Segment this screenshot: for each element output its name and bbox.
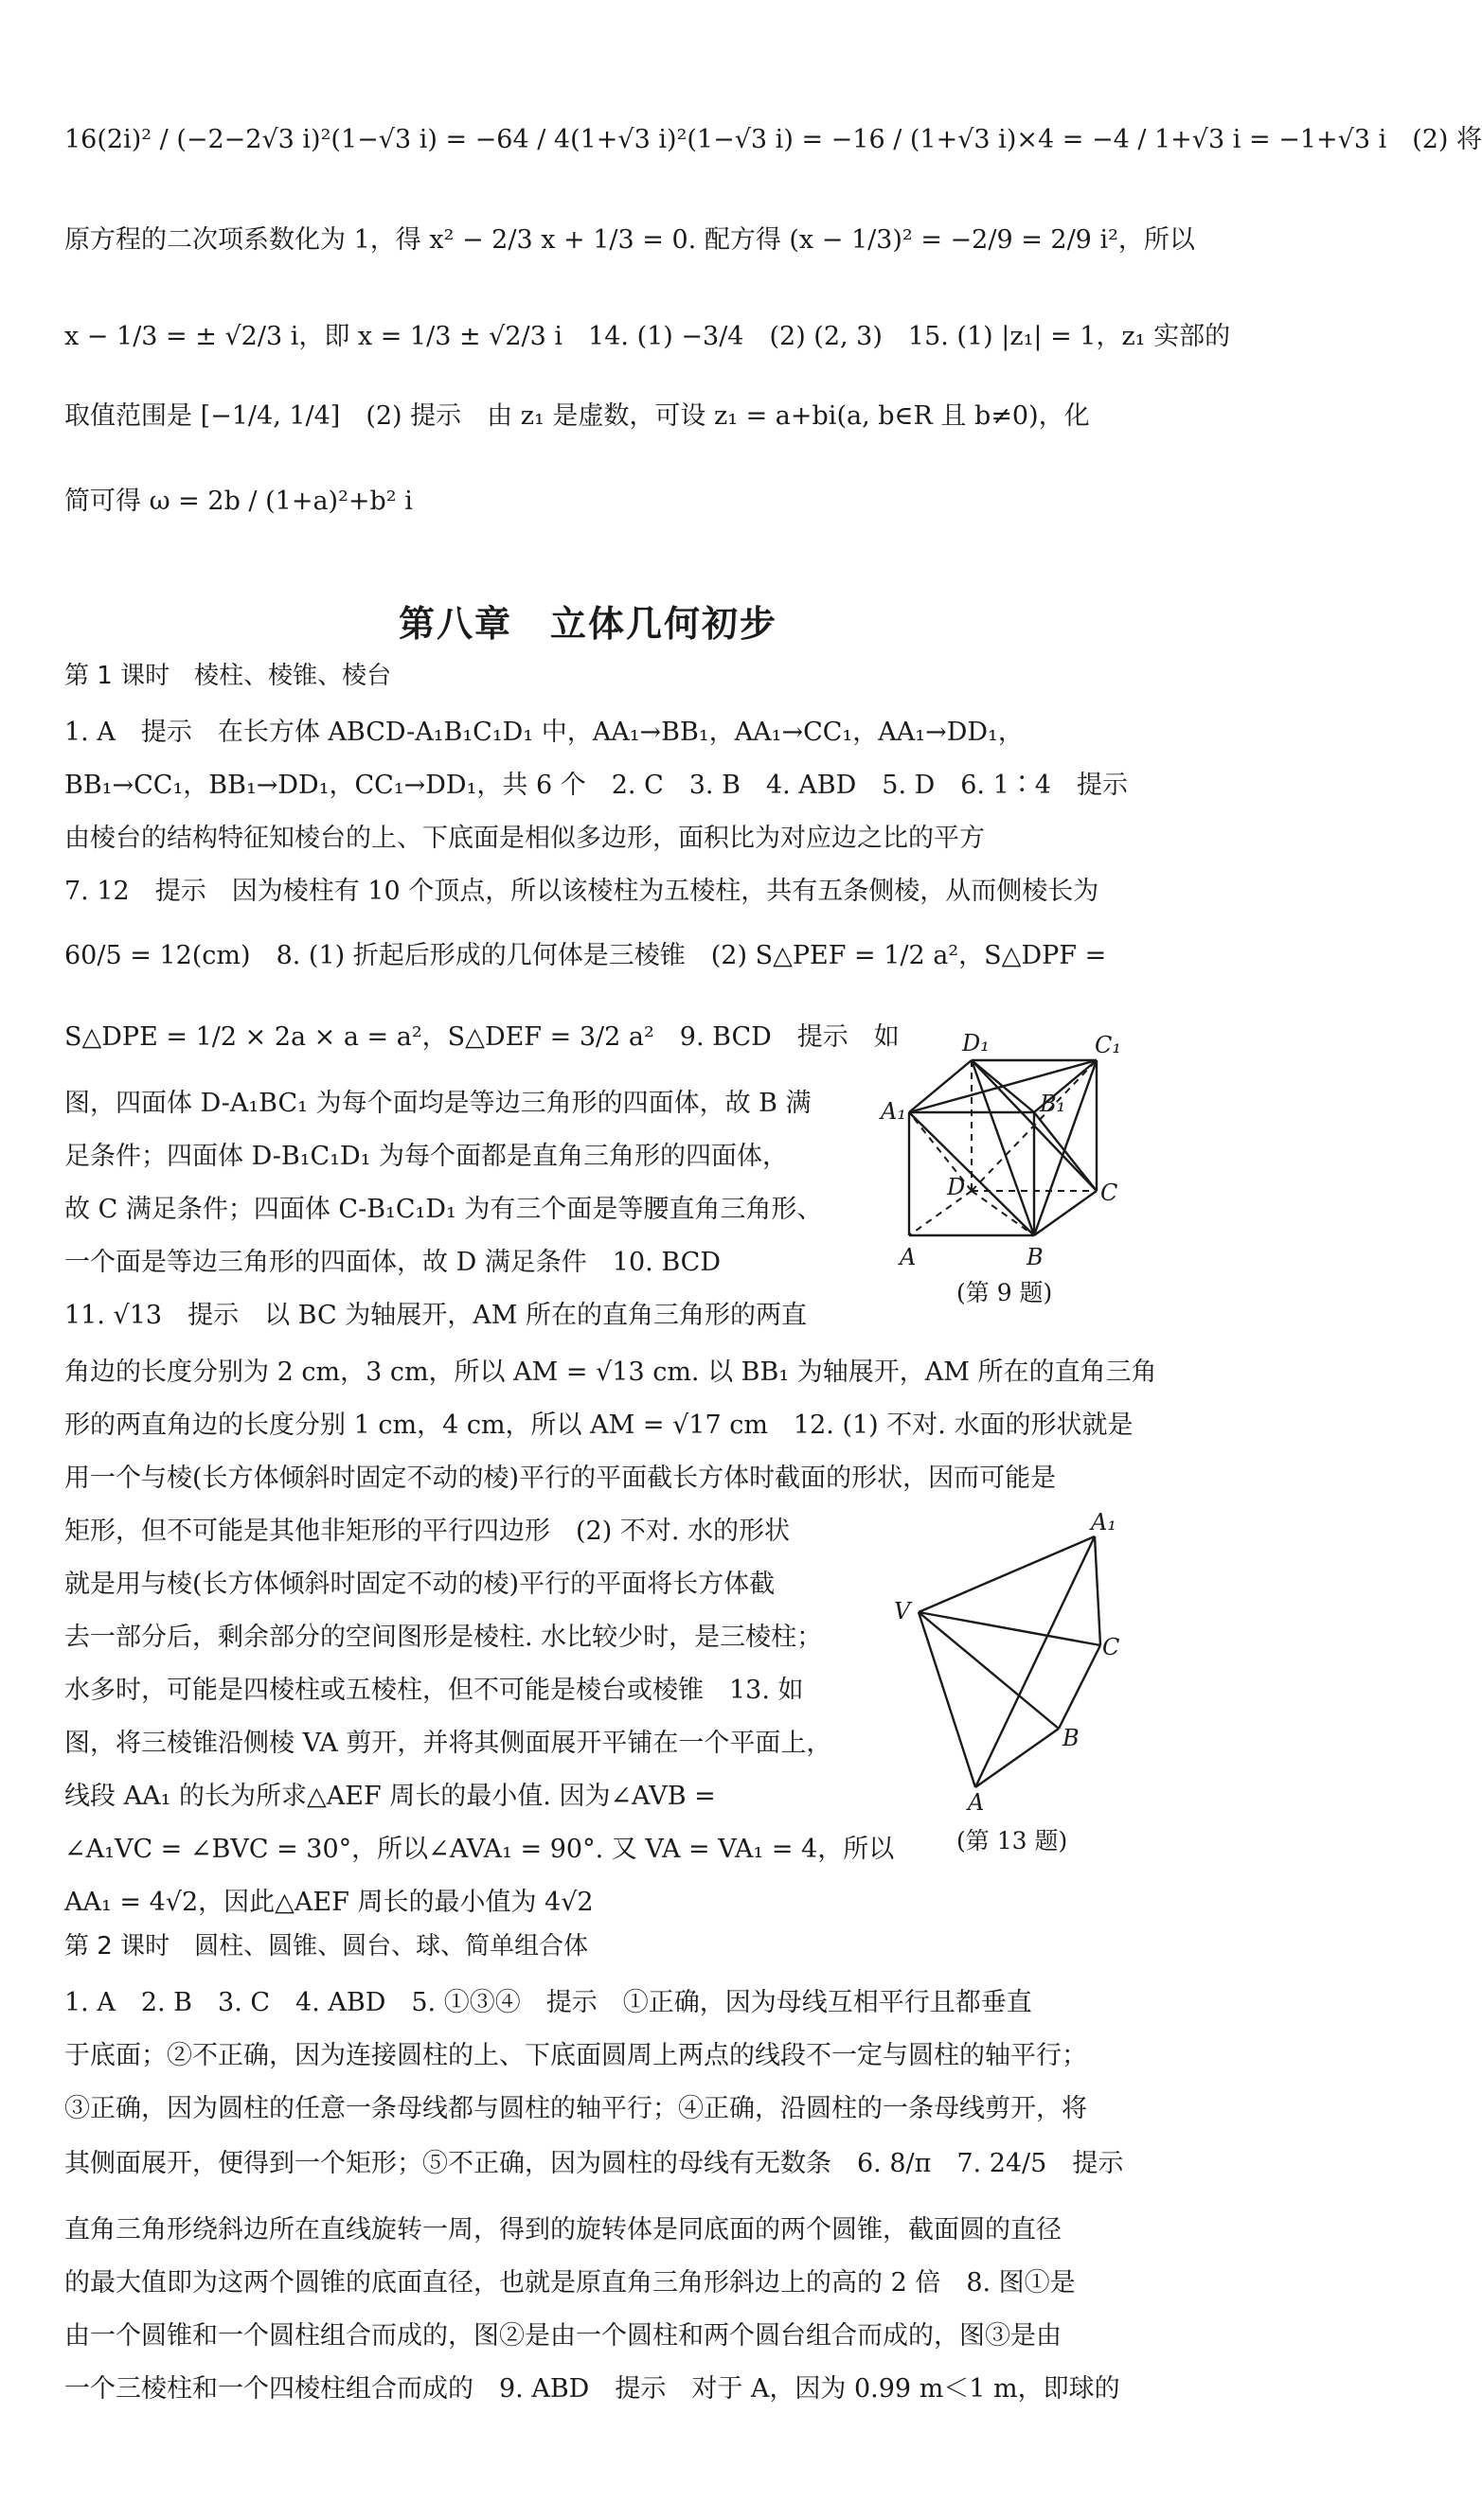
s1-line-7: 足条件；四面体 D-B₁C₁D₁ 为每个面都是直角三角形的四面体， bbox=[64, 1142, 789, 1171]
fig13-label-c: C bbox=[1102, 1634, 1120, 1660]
fig9-label-a: A bbox=[900, 1244, 917, 1270]
s1-line-20: ∠A₁VC = ∠BVC = 30°，所以∠AVA₁ = 90°. 又 VA = VA₁ = 4，所以 bbox=[64, 1835, 895, 1864]
s1-line-1: BB₁→CC₁，BB₁→DD₁，CC₁→DD₁，共 6 个 2. C 3. B 4. ABD 5. D 6. 1∶4 提示 bbox=[64, 771, 1128, 800]
s1-line-3: 7. 12 提示 因为棱柱有 10 个顶点，所以该棱柱为五棱柱，共有五条侧棱，从而侧棱长为 bbox=[64, 877, 1099, 906]
s1-line-8: 故 C 满足条件；四面体 C-B₁C₁D₁ 为有三个面是等腰直角三角形、 bbox=[64, 1195, 823, 1224]
fig9-label-d1: D₁ bbox=[962, 1030, 990, 1056]
s2-line-2: ③正确，因为圆柱的任意一条母线都与圆柱的轴平行；④正确，沿圆柱的一条母线剪开，将 bbox=[64, 2094, 1087, 2123]
fig13-label-b: B bbox=[1062, 1725, 1080, 1751]
s1-line-14: 矩形，但不可能是其他非矩形的平行四边形 (2) 不对. 水的形状 bbox=[64, 1517, 790, 1546]
text-line-4: 简可得 ω = 2b / (1+a)²+b² i bbox=[64, 487, 413, 516]
s1-line-5: S△DPE = 1/2 × 2a × a = a²，S△DEF = 3/2 a² 9. BCD 提示 如 bbox=[64, 1022, 900, 1052]
section2-title: 第 2 课时 圆柱、圆锥、圆台、球、简单组合体 bbox=[64, 1932, 589, 1961]
s2-line-3: 其侧面展开，便得到一个矩形；⑤不正确，因为圆柱的母线有无数条 6. 8/π 7. 24/5 提示 bbox=[64, 2149, 1124, 2178]
s1-line-6: 图，四面体 D-A₁BC₁ 为每个面均是等边三角形的四面体，故 B 满 bbox=[64, 1089, 812, 1118]
s1-line-0: 1. A 提示 在长方体 ABCD-A₁B₁C₁D₁ 中，AA₁→BB₁，AA₁→CC₁，AA₁→DD₁， bbox=[64, 718, 1024, 747]
fig9-label-c1: C₁ bbox=[1095, 1032, 1121, 1058]
s1-line-18: 图，将三棱锥沿侧棱 VA 剪开，并将其侧面展开平铺在一个平面上， bbox=[64, 1729, 832, 1758]
s1-line-12: 形的两直角边的长度分别 1 cm，4 cm，所以 AM = √17 cm 12. (1) 不对. 水面的形状就是 bbox=[64, 1411, 1134, 1440]
s1-line-15: 就是用与棱(长方体倾斜时固定不动的棱)平行的平面将长方体截 bbox=[64, 1570, 776, 1599]
s2-line-5: 的最大值即为这两个圆锥的底面直径，也就是原直角三角形斜边上的高的 2 倍 8. 图①是 bbox=[64, 2268, 1076, 2298]
section1-title: 第 1 课时 棱柱、棱锥、棱台 bbox=[64, 662, 392, 690]
fig9-label-d: D bbox=[947, 1174, 966, 1200]
fig9-label-c: C bbox=[1100, 1180, 1118, 1206]
figure-9-cube bbox=[881, 1032, 1127, 1287]
s1-line-17: 水多时，可能是四棱柱或五棱柱，但不可能是棱台或棱锥 13. 如 bbox=[64, 1676, 804, 1705]
figure-13-unfolded-pyramid bbox=[881, 1509, 1127, 1816]
s2-line-4: 直角三角形绕斜边所在直线旋转一周，得到的旋转体是同底面的两个圆锥，截面圆的直径 bbox=[64, 2215, 1062, 2245]
s1-line-9: 一个面是等边三角形的四面体，故 D 满足条件 10. BCD bbox=[64, 1248, 721, 1277]
fig13-label-a1: A₁ bbox=[1091, 1509, 1116, 1535]
text-line-0: 16(2i)² / (−2−2√3 i)²(1−√3 i) = −64 / 4(1+√3 i)²(1−√3 i) = −16 / (1+√3 i)×4 = −4 / 1+√3 i = −1+√3 i (2) 将 bbox=[64, 125, 1482, 154]
text-line-3: 取值范围是 [−1/4, 1/4] (2) 提示 由 z₁ 是虚数，可设 z₁ = a+bi(a, b∈R 且 b≠0)，化 bbox=[64, 401, 1090, 431]
s1-line-10: 11. √13 提示 以 BC 为轴展开，AM 所在的直角三角形的两直 bbox=[64, 1301, 807, 1330]
s1-line-16: 去一部分后，剩余部分的空间图形是棱柱. 水比较少时，是三棱柱； bbox=[64, 1623, 823, 1652]
fig9-label-b: B bbox=[1027, 1244, 1044, 1270]
chapter-title: 第八章 立体几何初步 bbox=[398, 603, 777, 645]
s2-line-0: 1. A 2. B 3. C 4. ABD 5. ①③④ 提示 ①正确，因为母线互相平行且都垂直 bbox=[64, 1988, 1032, 2017]
s1-line-2: 由棱台的结构特征知棱台的上、下底面是相似多边形，面积比为对应边之比的平方 bbox=[64, 824, 985, 853]
fig9-label-a1: A₁ bbox=[881, 1098, 906, 1125]
s2-line-1: 于底面；②不正确，因为连接圆柱的上、下底面圆周上两点的线段不一定与圆柱的轴平行； bbox=[64, 2041, 1087, 2070]
s1-line-11: 角边的长度分别为 2 cm，3 cm，所以 AM = √13 cm. 以 BB₁ 为轴展开，AM 所在的直角三角 bbox=[64, 1358, 1157, 1387]
text-line-1: 原方程的二次项系数化为 1，得 x² − 2/3 x + 1/3 = 0. 配方得 (x − 1/3)² = −2/9 = 2/9 i²，所以 bbox=[64, 225, 1195, 255]
s1-line-13: 用一个与棱(长方体倾斜时固定不动的棱)平行的平面截长方体时截面的形状，因而可能是 bbox=[64, 1464, 1057, 1493]
fig13-label-v: V bbox=[894, 1598, 911, 1624]
figure-13-caption: (第 13 题) bbox=[956, 1827, 1068, 1855]
fig13-label-a: A bbox=[968, 1789, 985, 1816]
text-line-2: x − 1/3 = ± √2/3 i，即 x = 1/3 ± √2/3 i 14. (1) −3/4 (2) (2, 3) 15. (1) |z₁| = 1，z₁ 实部的 bbox=[64, 322, 1231, 351]
s1-line-21: AA₁ = 4√2，因此△AEF 周长的最小值为 4√2 bbox=[64, 1888, 594, 1917]
s2-line-7: 一个三棱柱和一个四棱柱组合而成的 9. ABD 提示 对于 A，因为 0.99 m＜1 m，即球的 bbox=[64, 2374, 1120, 2404]
s2-line-6: 由一个圆锥和一个圆柱组合而成的，图②是由一个圆柱和两个圆台组合而成的，图③是由 bbox=[64, 2321, 1062, 2351]
s1-line-19: 线段 AA₁ 的长为所求△AEF 周长的最小值. 因为∠AVB = bbox=[64, 1782, 716, 1811]
figure-9-caption: (第 9 题) bbox=[956, 1279, 1053, 1306]
s1-line-4: 60/5 = 12(cm) 8. (1) 折起后形成的几何体是三棱锥 (2) S△PEF = 1/2 a²，S△DPF = bbox=[64, 941, 1107, 970]
fig9-label-b1: B₁ bbox=[1040, 1091, 1066, 1117]
